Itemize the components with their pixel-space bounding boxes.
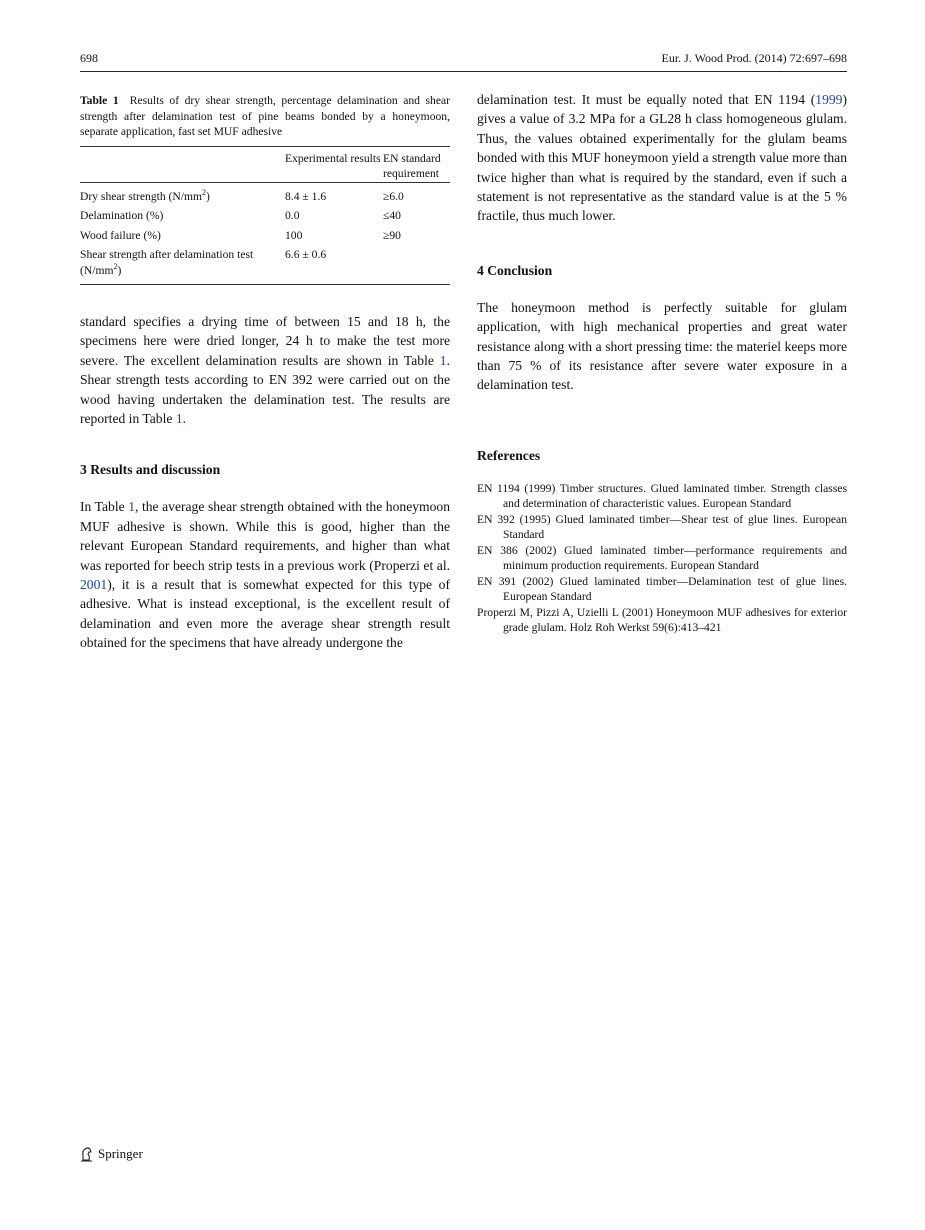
left-column <box>80 312 450 653</box>
text-run: , the average shear strength obtained with the honeymoon MUF adhesive is shown. While this is good, higher than the relevant European Standard requirements, and higher than what was reported for beech strip tests in a previous work (Properzi et al. <box>80 499 450 573</box>
reference-item: EN 391 (2002) Glued laminated timber—Delamination test of glue lines. European Standard <box>477 574 847 604</box>
experimental-value: 6.6 ± 0.6 <box>285 248 327 262</box>
paragraph <box>477 90 847 226</box>
header-rule <box>80 71 847 72</box>
col-header: Experimental results <box>285 151 381 165</box>
reference-item: EN 386 (2002) Glued laminated timber—performance requirements and minimum production requirements. European Standard <box>477 543 847 573</box>
reference-item: EN 392 (1995) Glued laminated timber—Shear test of glue lines. European Standard <box>477 512 847 542</box>
paragraph <box>80 497 450 652</box>
citation-link[interactable]: 1999 <box>815 92 843 107</box>
table-1 <box>80 93 450 285</box>
table-row <box>80 182 450 205</box>
reference-item: EN 1194 (1999) Timber structures. Glued laminated timber. Strength classes and determination of characteristic values. European Standard <box>477 481 847 511</box>
table-label: Table 1 <box>80 94 119 107</box>
springer-horse-icon <box>80 1146 94 1162</box>
standard-value: ≥90 <box>383 228 401 242</box>
text-run: In Table <box>80 499 129 515</box>
paragraph <box>80 312 450 428</box>
paragraph: The honeymoon method is perfectly suitable for glulam application, with high mechanical properties and great water resistance along with a short pressing time: the materiel keeps more than 75 % of its resistance after severe water exposure in a delamination test. <box>477 299 847 393</box>
table-row <box>80 205 450 225</box>
standard-value <box>383 244 450 285</box>
citation-link[interactable]: 1 <box>128 499 135 515</box>
text-run: ), it is a result that is somewhat expected for this type of adhesive. What is instead exceptional, is the excellent result of delamination and even more the average shear strength result obtained for the specimens that have already undergone the <box>80 577 450 651</box>
citation-link[interactable]: 1 <box>175 411 183 427</box>
experimental-value: 0.0 <box>285 209 300 223</box>
row-label: Dry shear strength (N/mm <box>80 189 203 203</box>
citation-link[interactable]: 1 <box>439 352 447 368</box>
row-label-end: ) <box>206 189 210 203</box>
text-run: delamination test. It must be equally noted that EN 1194 ( <box>477 92 816 107</box>
reference-list <box>477 481 847 636</box>
row-label-end: ) <box>117 263 122 277</box>
reference-item: Properzi M, Pizzi A, Uzielli L (2001) Honeymoon MUF adhesives for exterior grade glulam. Holz Roh Werkst 59(6):413–421 <box>477 605 847 635</box>
text-run: ) gives a value of 3.2 MPa for a GL28 h class homogeneous glulam. Thus, the values obtained experimentally for the glulam beams bonded with this MUF honeymoon yield a strength value more than twice higher than what is required by the standard, even if such a statement is not representative as the standard value is at the 5 % fractile, thus much lower. <box>477 92 847 224</box>
text-run: standard specifies a drying time of between 15 and 18 h, the specimens here were dried longer, 24 h to make the test more severe. The excellent delamination results are shown in Table <box>80 314 450 368</box>
publisher-logo <box>80 1146 143 1162</box>
row-label: Shear strength after delamination test (N/mm <box>80 248 254 277</box>
table-row <box>80 225 450 245</box>
table-caption <box>80 93 450 140</box>
text-run: . Shear strength tests according to EN 392 were carried out on the wood having undertaken the delamination test. The results are reported in Table <box>80 352 450 427</box>
publisher-name: Springer <box>98 1146 143 1161</box>
row-label: Delamination (%) <box>80 209 164 223</box>
col-header: EN standard requirement <box>383 151 441 181</box>
right-column <box>477 90 847 636</box>
standard-value: ≥6.0 <box>383 189 404 203</box>
journal-citation: Eur. J. Wood Prod. (2014) 72:697–698 <box>661 51 847 65</box>
text-run: . <box>182 411 187 427</box>
superscript: 2 <box>113 261 118 271</box>
superscript: 2 <box>202 187 207 197</box>
table-caption-text: Results of dry shear strength, percentage delamination and shear strength after delamination test of pine beams bonded by a honeymoon, separate application, fast set MUF adhesive <box>80 94 450 139</box>
citation-link[interactable]: 2001 <box>80 577 108 593</box>
page-number: 698 <box>80 51 98 65</box>
standard-value: ≤40 <box>383 209 401 223</box>
section-heading: 4 Conclusion <box>477 262 553 278</box>
section-heading: 3 Results and discussion <box>80 462 221 478</box>
references-heading: References <box>477 447 541 463</box>
row-label: Wood failure (%) <box>80 228 161 242</box>
table-row <box>80 244 450 285</box>
experimental-value: 8.4 ± 1.6 <box>285 189 327 203</box>
experimental-value: 100 <box>285 228 303 242</box>
